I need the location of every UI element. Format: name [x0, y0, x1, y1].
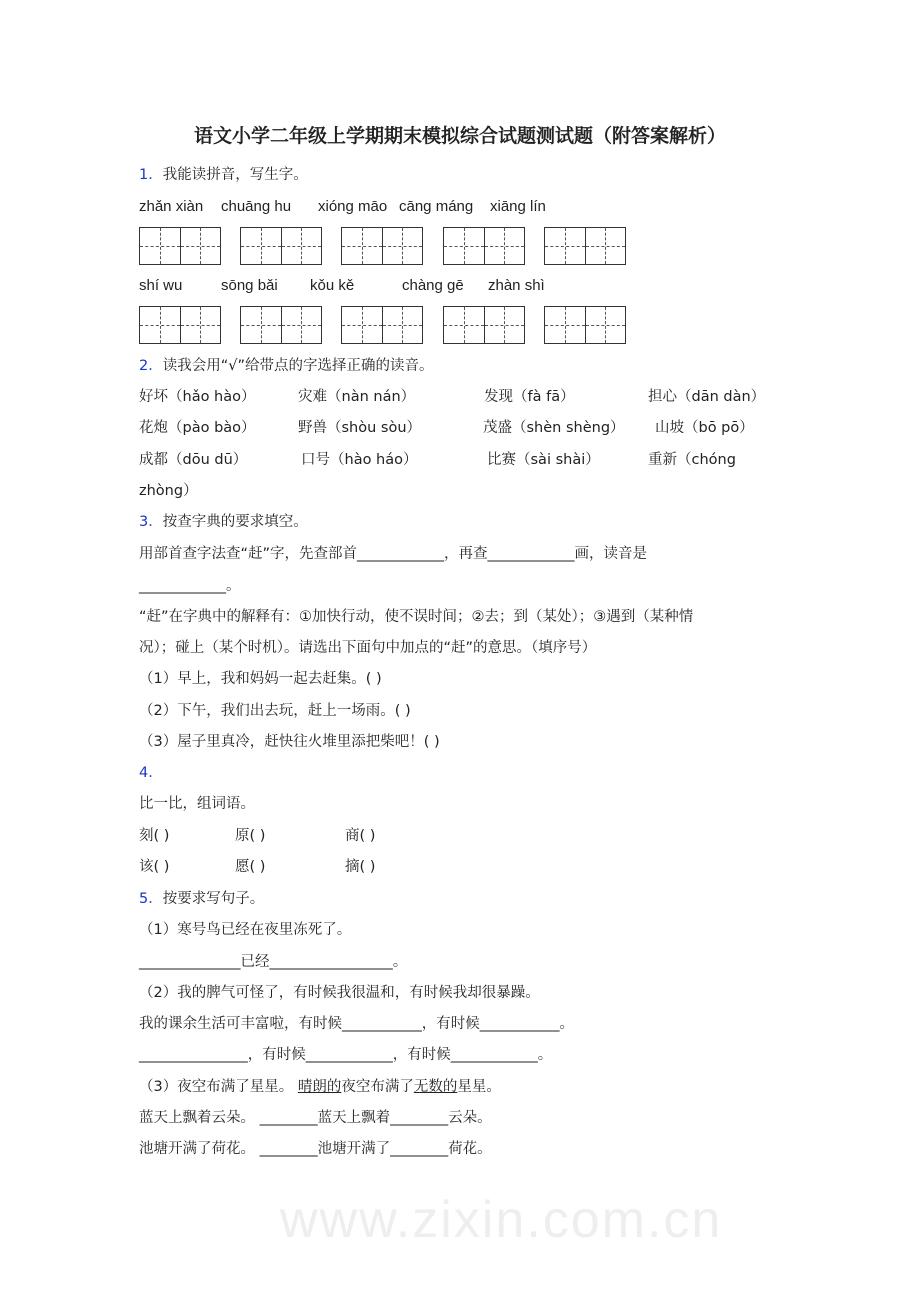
text: 星星。	[457, 1079, 501, 1095]
fill-blank-line[interactable]: ______________已经_________________。	[139, 954, 408, 970]
pronunciation-item[interactable]: 口号（hào háo）	[301, 452, 418, 468]
question-number: 2．	[139, 358, 163, 374]
question-number: 3．	[139, 514, 163, 530]
page-title: 语文小学二年级上学期期末模拟综合试题测试题（附答案解析）	[193, 125, 726, 147]
question-number: 5．	[139, 891, 163, 907]
pronunciation-item-cont: zhòng）	[139, 483, 198, 499]
sentence-item[interactable]: （2）下午，我们出去玩，赶上一场雨。( )	[139, 703, 411, 719]
pinyin: zhàn shì	[488, 277, 545, 294]
writing-grid[interactable]	[139, 227, 221, 265]
pinyin: cāng máng	[399, 198, 474, 215]
question-number: 4．	[139, 765, 163, 781]
text-line: （2）我的脾气可怪了，有时候我很温和，有时候我却很暴躁。	[139, 985, 540, 1001]
fill-blank-line[interactable]: 蓝天上飘着云朵。 ________蓝天上飘着________云朵。	[139, 1110, 492, 1126]
writing-grid[interactable]	[443, 227, 525, 265]
pinyin: xiāng lín	[490, 198, 546, 215]
pinyin: chàng gē	[402, 277, 464, 294]
writing-grid[interactable]	[341, 227, 423, 265]
question-text: 按查字典的要求填空。	[162, 514, 308, 530]
text-line: （1）寒号鸟已经在夜里冻死了。	[139, 922, 352, 938]
pronunciation-item[interactable]: 野兽（shòu sòu）	[298, 420, 422, 436]
pinyin: sōng bǎi	[221, 277, 278, 294]
word-blank[interactable]: 原( )	[235, 828, 266, 844]
pronunciation-item[interactable]: 比赛（sài shài）	[487, 452, 600, 468]
question-text: 按要求写句子。	[162, 891, 265, 907]
question-5	[139, 889, 264, 909]
question-1	[139, 165, 308, 185]
writing-grid[interactable]	[139, 306, 221, 344]
word-blank[interactable]: 刻( )	[139, 828, 170, 844]
pronunciation-item[interactable]: 发现（fà fā）	[484, 389, 575, 405]
text-line: “赶”在字典中的解释有：①加快行动，使不误时间；②去；到（某处）；③遇到（某种情	[139, 609, 694, 625]
word-blank[interactable]: 摘( )	[345, 859, 376, 875]
question-3	[139, 512, 308, 532]
question-4-number	[139, 763, 163, 783]
question-number: 1．	[139, 167, 163, 183]
writing-grid[interactable]	[544, 306, 626, 344]
pinyin: kǒu kě	[310, 277, 355, 294]
writing-grid[interactable]	[341, 306, 423, 344]
pinyin: chuāng hu	[221, 198, 292, 215]
fill-blank-line[interactable]: 池塘开满了荷花。 ________池塘开满了________荷花。	[139, 1141, 492, 1157]
question-2	[139, 356, 434, 376]
underlined-word: 无数的	[413, 1079, 458, 1095]
sentence-item[interactable]: （1）早上，我和妈妈一起去赶集。( )	[139, 671, 382, 687]
writing-grid[interactable]	[544, 227, 626, 265]
pronunciation-item[interactable]: 花炮（pào bào）	[139, 420, 256, 436]
text-line: 况）；碰上（某个时机）。请选出下面句中加点的“赶”的意思。（填序号）	[139, 640, 597, 656]
fill-blank-line[interactable]: ____________。	[139, 578, 241, 594]
underlined-word: 晴朗的	[297, 1079, 342, 1095]
question-text: 我能读拼音，写生字。	[162, 167, 308, 183]
pinyin: xióng māo	[318, 198, 388, 215]
pronunciation-item[interactable]: 担心（dān dàn）	[648, 389, 766, 405]
sentence-item[interactable]: （3）屋子里真冷，赶快往火堆里添把柴吧！( )	[139, 734, 440, 750]
question-text: 读我会用“√”给带点的字选择正确的读音。	[162, 358, 434, 374]
pronunciation-item[interactable]: 好坏（hǎo hào）	[139, 389, 256, 405]
pronunciation-item[interactable]: 灾难（nàn nán）	[298, 389, 416, 405]
pinyin: zhǎn xiàn	[139, 198, 204, 215]
pronunciation-item[interactable]: 成都（dōu dū）	[139, 452, 248, 468]
fill-blank-line[interactable]: 用部首查字法查“赶”字，先查部首____________，再查____________画，读音是	[139, 546, 648, 562]
text: （3）夜空布满了星星。	[139, 1079, 298, 1095]
writing-grid[interactable]	[240, 227, 322, 265]
pronunciation-item[interactable]: 山坡（bō pō）	[655, 420, 754, 436]
word-blank[interactable]: 愿( )	[235, 859, 266, 875]
writing-grid[interactable]	[240, 306, 322, 344]
word-blank[interactable]: 该( )	[139, 859, 170, 875]
example-line	[139, 1077, 501, 1097]
fill-blank-line[interactable]: 我的课余生活可丰富啦，有时候___________，有时候___________。	[139, 1016, 574, 1032]
pinyin: shí wu	[139, 277, 183, 294]
question-text: 比一比，组词语。	[139, 796, 255, 812]
writing-grid[interactable]	[443, 306, 525, 344]
pronunciation-item[interactable]: 重新（chóng	[648, 452, 736, 468]
fill-blank-line[interactable]: _______________，有时候____________，有时候____________。	[139, 1047, 553, 1063]
pronunciation-item[interactable]: 茂盛（shèn shèng）	[483, 420, 625, 436]
watermark: www.zixin.com.cn	[280, 1191, 723, 1249]
word-blank[interactable]: 商( )	[345, 828, 376, 844]
text: 夜空布满了	[341, 1079, 414, 1095]
